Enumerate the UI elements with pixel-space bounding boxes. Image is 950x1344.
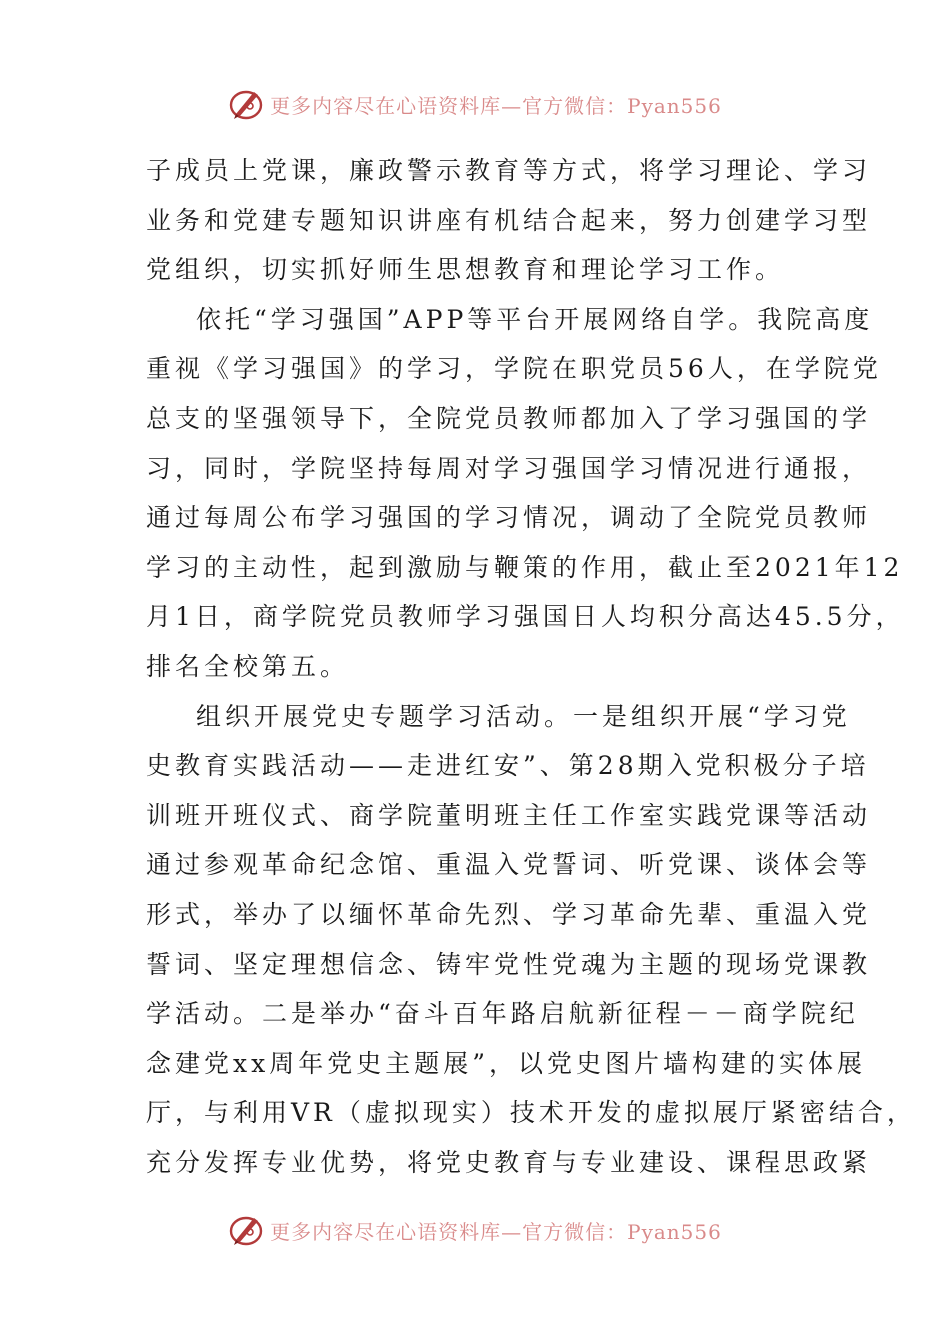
text-line: 学活动。二是举办“奋斗百年路启航新征程－－商学院纪 <box>146 999 859 1029</box>
text-line: 习，同时，学院坚持每周对学习强国学习情况进行通报， <box>146 453 872 483</box>
watermark-text: 更多内容尽在心语资料库—官方微信：Pyan556 <box>270 1219 722 1244</box>
pen-circle-logo-icon <box>228 1212 264 1248</box>
text-line: 子成员上党课，廉政警示教育等方式，将学习理论、学习 <box>146 156 872 185</box>
text-line: 业务和党建专题知识讲座有机结合起来，努力创建学习型 <box>146 205 872 235</box>
text-line: 充分发挥专业优势，将党史教育与专业建设、课程思政紧 <box>146 1147 872 1177</box>
watermark-text: 更多内容尽在心语资料库—官方微信：Pyan556 <box>270 93 722 118</box>
paragraph-start-line: 依托“学习强国”APP等平台开展网络自学。我院高度 <box>196 304 874 334</box>
footer-watermark <box>0 1210 950 1250</box>
text-line: 训班开班仪式、商学院董明班主任工作室实践党课等活动 <box>146 800 872 830</box>
document-body <box>146 146 916 1187</box>
pen-circle-logo-icon <box>228 86 264 122</box>
text-line: 誓词、坚定理想信念、铸牢党性党魂为主题的现场党课教 <box>146 949 872 979</box>
text-line: 史教育实践活动——走进红安”、第28期入党积极分子培 <box>146 751 870 781</box>
paragraph-start-line: 组织开展党史专题学习活动。一是组织开展“学习党 <box>196 701 851 731</box>
text-line: 厅，与利用VR（虚拟现实）技术开发的虚拟展厅紧密结合， <box>146 1098 916 1128</box>
text-line: 总支的坚强领导下，全院党员教师都加入了学习强国的学 <box>146 403 872 433</box>
text-line: 念建党xx周年党史主题展”，以党史图片墙构建的实体展 <box>146 1048 866 1078</box>
text-line: 学习的主动性，起到激励与鞭策的作用，截止至2021年12 <box>146 552 904 582</box>
text-line: 形式，举办了以缅怀革命先烈、学习革命先辈、重温入党 <box>146 899 872 929</box>
text-line: 通过每周公布学习强国的学习情况，调动了全院党员教师 <box>146 503 872 533</box>
text-line: 排名全校第五。 <box>146 651 350 681</box>
text-line: 月1日，商学院党员教师学习强国日人均积分高达45.5分， <box>146 602 905 632</box>
text-line: 重视《学习强国》的学习，学院在职党员56人，在学院党 <box>146 354 882 384</box>
header-watermark <box>0 84 950 124</box>
text-line: 通过参观革命纪念馆、重温入党誓词、听党课、谈体会等 <box>146 850 872 880</box>
text-line: 党组织，切实抓好师生思想教育和理论学习工作。 <box>146 255 785 285</box>
